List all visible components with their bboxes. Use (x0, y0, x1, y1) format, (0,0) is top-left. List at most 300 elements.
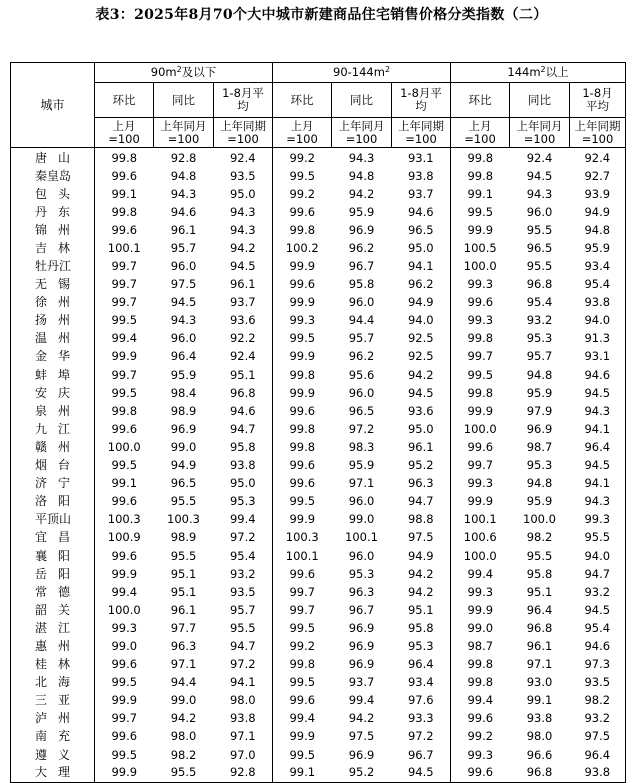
index-value: 94.5 (570, 601, 626, 619)
index-value: 94.5 (214, 257, 273, 275)
index-value: 94.2 (348, 711, 375, 726)
index-value: 96.5 (526, 240, 553, 255)
sub-header-row (11, 83, 626, 118)
index-value: 95.3 (392, 637, 451, 655)
index-value: 96.0 (170, 259, 197, 274)
index-value: 99.9 (111, 566, 138, 581)
base-header-cell: 上月=100 (95, 118, 154, 148)
index-value: 99.4 (111, 331, 138, 346)
index-value: 99.5 (289, 168, 316, 183)
sub-header-cell: 环比 (273, 83, 332, 118)
table-row (11, 746, 626, 764)
index-value: 96.3 (348, 584, 375, 599)
index-value: 96.5 (392, 221, 451, 239)
index-value: 96.7 (348, 602, 375, 617)
index-value: 95.4 (570, 276, 626, 294)
index-value: 93.7 (392, 185, 451, 203)
index-value: 95.8 (348, 277, 375, 292)
index-value: 99.6 (111, 548, 138, 563)
table-row (11, 547, 626, 565)
index-value: 98.7 (526, 439, 553, 454)
index-value: 95.9 (526, 385, 553, 400)
index-value: 95.4 (570, 619, 626, 637)
index-value: 95.9 (170, 367, 197, 382)
city-name: 温州 (11, 330, 95, 348)
city-name: 洛阳 (11, 493, 95, 511)
index-value: 94.2 (392, 565, 451, 583)
index-value: 94.6 (170, 204, 197, 219)
index-value: 95.8 (392, 619, 451, 637)
index-value: 93.8 (214, 457, 273, 475)
city-name: 蚌埠 (11, 366, 95, 384)
index-value: 99.8 (467, 657, 494, 672)
index-value: 97.6 (392, 692, 451, 710)
index-value: 94.7 (392, 493, 451, 511)
index-value: 96.8 (526, 277, 553, 292)
index-value: 100.1 (285, 548, 319, 563)
index-value: 99.9 (467, 222, 494, 237)
index-value: 99.1 (273, 764, 332, 782)
index-value: 93.5 (214, 583, 273, 601)
index-value: 94.6 (214, 402, 273, 420)
index-value: 93.8 (392, 167, 451, 185)
index-value: 94.4 (348, 313, 375, 328)
index-value: 99.8 (111, 151, 138, 165)
index-value: 100.6 (463, 530, 497, 545)
index-value: 99.7 (467, 458, 494, 473)
index-value: 99.5 (111, 747, 138, 762)
table-row (11, 764, 626, 782)
index-value: 92.5 (392, 348, 451, 366)
index-value: 99.6 (111, 657, 138, 672)
city-name: 济宁 (11, 475, 95, 493)
index-value: 97.0 (214, 746, 273, 764)
city-name: 九江 (11, 420, 95, 438)
index-value: 96.8 (214, 384, 273, 402)
index-value: 96.3 (170, 638, 197, 653)
index-value: 94.9 (170, 458, 197, 473)
sub-header-cell: 同比 (510, 83, 570, 118)
index-value: 95.6 (348, 367, 375, 382)
index-value: 100.1 (345, 530, 378, 545)
index-value: 100.3 (107, 512, 141, 527)
index-value: 99.7 (111, 711, 138, 726)
city-name: 赣州 (11, 438, 95, 456)
index-value: 96.0 (348, 385, 375, 400)
index-value: 99.6 (467, 439, 494, 454)
index-value: 95.9 (526, 494, 553, 509)
index-value: 99.5 (111, 458, 138, 473)
base-header-cell: 上月=100 (451, 118, 510, 148)
table-row (11, 366, 626, 384)
index-value: 94.3 (214, 221, 273, 239)
index-value: 100.0 (463, 421, 497, 436)
index-value: 99.5 (111, 385, 138, 400)
city-name: 宜昌 (11, 529, 95, 547)
index-value: 99.9 (467, 403, 494, 418)
index-value: 92.8 (214, 764, 273, 782)
index-value: 95.0 (392, 420, 451, 438)
index-value: 99.8 (467, 385, 494, 400)
city-name: 安庆 (11, 384, 95, 402)
index-value: 97.7 (170, 620, 197, 635)
city-name: 大理 (11, 764, 95, 782)
index-value: 99.8 (289, 421, 316, 436)
index-value: 95.7 (526, 349, 553, 364)
index-value: 99.0 (111, 638, 138, 653)
index-value: 100.3 (167, 512, 200, 527)
index-value: 95.9 (570, 239, 626, 257)
index-value: 99.4 (111, 584, 138, 599)
index-value: 99.0 (170, 693, 197, 708)
table-row (11, 257, 626, 275)
index-value: 94.3 (526, 186, 553, 201)
index-value: 96.5 (170, 476, 197, 491)
index-value: 96.0 (526, 204, 553, 219)
index-value: 99.5 (289, 675, 316, 690)
index-value: 95.0 (214, 475, 273, 493)
index-value: 94.8 (348, 168, 375, 183)
table-row (11, 185, 626, 203)
index-value: 95.5 (526, 222, 553, 237)
index-value: 99.3 (467, 277, 494, 292)
table-row (11, 710, 626, 728)
table-row (11, 457, 626, 475)
index-value: 93.7 (214, 294, 273, 312)
index-value: 99.6 (289, 693, 316, 708)
index-value: 98.2 (526, 530, 553, 545)
index-value: 96.4 (170, 349, 197, 364)
index-value: 93.8 (214, 710, 273, 728)
index-value: 99.8 (289, 222, 316, 237)
index-value: 98.9 (170, 403, 197, 418)
index-value: 96.1 (526, 638, 553, 653)
index-value: 99.4 (289, 711, 316, 726)
index-value: 96.5 (348, 403, 375, 418)
index-value: 95.9 (348, 458, 375, 473)
index-value: 99.9 (289, 729, 316, 744)
index-value: 96.9 (348, 657, 375, 672)
index-value: 98.2 (570, 692, 626, 710)
index-value: 94.6 (570, 637, 626, 655)
index-value: 94.7 (570, 565, 626, 583)
index-value: 94.3 (170, 313, 197, 328)
table-row (11, 692, 626, 710)
index-value: 94.8 (526, 476, 553, 491)
index-value: 96.1 (214, 276, 273, 294)
index-value: 93.7 (348, 675, 375, 690)
index-value: 97.1 (170, 657, 197, 672)
index-value: 92.4 (214, 148, 273, 168)
index-value: 96.8 (510, 764, 570, 782)
index-value: 95.5 (526, 259, 553, 274)
index-value: 93.2 (570, 710, 626, 728)
index-value: 99.6 (289, 403, 316, 418)
index-value: 99.5 (467, 204, 494, 219)
index-value: 99.2 (289, 186, 316, 201)
index-value: 94.6 (392, 203, 451, 221)
index-value: 100.1 (463, 512, 497, 527)
index-value: 92.7 (570, 167, 626, 185)
index-value: 92.4 (214, 348, 273, 366)
index-value: 95.1 (214, 366, 273, 384)
index-value: 93.5 (214, 167, 273, 185)
index-value: 95.3 (526, 458, 553, 473)
index-value: 99.6 (289, 204, 316, 219)
index-value: 96.9 (348, 638, 375, 653)
base-header-cell: 上年同月=100 (154, 118, 214, 148)
index-value: 100.1 (107, 240, 141, 255)
table-row (11, 475, 626, 493)
base-header-cell: 上月=100 (273, 118, 332, 148)
index-value: 95.1 (392, 601, 451, 619)
index-value: 99.8 (289, 657, 316, 672)
index-value: 97.5 (348, 729, 375, 744)
index-value: 99.9 (95, 764, 154, 782)
table-row (11, 529, 626, 547)
index-value: 99.3 (467, 747, 494, 762)
index-value: 99.3 (289, 313, 316, 328)
index-value: 93.3 (392, 710, 451, 728)
index-value: 94.6 (570, 366, 626, 384)
index-value: 97.5 (392, 529, 451, 547)
index-value: 99.8 (467, 675, 494, 690)
city-name: 北海 (11, 674, 95, 692)
index-value: 99.7 (111, 367, 138, 382)
index-value: 96.2 (392, 276, 451, 294)
sub-header-cell: 环比 (95, 83, 154, 118)
sub-header-cell: 同比 (332, 83, 392, 118)
index-value: 96.1 (392, 438, 451, 456)
city-name: 平顶山 (11, 511, 95, 529)
city-name: 金华 (11, 348, 95, 366)
index-value: 99.6 (111, 168, 138, 183)
index-value: 96.4 (570, 746, 626, 764)
index-value: 94.1 (392, 257, 451, 275)
city-name: 惠州 (11, 637, 95, 655)
table-title: 表3：2025年8月70个大中城市新建商品住宅销售价格分类指数（二） (95, 7, 548, 23)
price-index-table (10, 62, 626, 783)
index-value: 95.0 (214, 185, 273, 203)
index-value: 96.0 (170, 331, 197, 346)
index-value: 99.7 (289, 602, 316, 617)
index-value: 94.8 (170, 168, 197, 183)
city-name: 桂林 (11, 656, 95, 674)
index-value: 99.9 (111, 693, 138, 708)
city-name: 扬州 (11, 312, 95, 330)
index-value: 99.1 (467, 186, 494, 201)
index-value: 100.0 (107, 602, 141, 617)
index-value: 93.2 (570, 583, 626, 601)
index-value: 99.1 (111, 186, 138, 201)
index-value: 100.0 (523, 512, 556, 527)
index-value: 93.5 (570, 674, 626, 692)
index-value: 99.1 (111, 476, 138, 491)
city-name: 唐山 (11, 148, 95, 168)
index-value: 98.0 (526, 729, 553, 744)
index-value: 95.1 (526, 584, 553, 599)
index-value: 94.3 (570, 402, 626, 420)
index-value: 95.2 (332, 764, 392, 782)
index-value: 99.5 (467, 367, 494, 382)
group-header-small: $90m^2$及以下 (95, 63, 273, 83)
index-value: 96.7 (348, 259, 375, 274)
index-value: 99.6 (467, 711, 494, 726)
index-value: 95.5 (154, 764, 214, 782)
index-value: 97.1 (348, 476, 375, 491)
index-value: 99.7 (111, 295, 138, 310)
index-value: 95.3 (526, 331, 553, 346)
index-value: 93.6 (392, 402, 451, 420)
index-value: 97.2 (214, 529, 273, 547)
index-value: 99.8 (467, 151, 494, 165)
index-value: 96.9 (170, 421, 197, 436)
index-value: 99.8 (467, 331, 494, 346)
table-row (11, 276, 626, 294)
index-value: 98.4 (170, 385, 197, 400)
city-name: 湛江 (11, 619, 95, 637)
index-value: 92.5 (392, 330, 451, 348)
index-value: 99.2 (289, 151, 316, 165)
index-value: 96.9 (526, 421, 553, 436)
base-header-cell: 上年同期=100 (214, 118, 273, 148)
index-value: 96.3 (392, 475, 451, 493)
table-row (11, 728, 626, 746)
index-value: 98.8 (392, 511, 451, 529)
index-value: 96.2 (348, 349, 375, 364)
index-value: 95.8 (214, 438, 273, 456)
index-value: 94.2 (392, 366, 451, 384)
index-value: 94.1 (214, 674, 273, 692)
index-value: 99.9 (467, 494, 494, 509)
sub-header-cell: 1-8月平均 (392, 83, 451, 118)
index-value: 96.4 (392, 656, 451, 674)
city-name: 南充 (11, 728, 95, 746)
table-row (11, 402, 626, 420)
index-value: 98.0 (170, 729, 197, 744)
index-value: 99.7 (289, 584, 316, 599)
index-value: 98.0 (214, 692, 273, 710)
index-value: 94.2 (170, 711, 197, 726)
table-row (11, 330, 626, 348)
index-value: 99.8 (111, 204, 138, 219)
index-value: 99.3 (570, 511, 626, 529)
city-name: 牡丹江 (11, 257, 95, 275)
index-value: 99.9 (467, 602, 494, 617)
index-value: 99.6 (111, 729, 138, 744)
index-value: 94.8 (526, 367, 553, 382)
index-value: 96.9 (348, 747, 375, 762)
index-value: 99.9 (289, 512, 316, 527)
index-value: 95.8 (526, 566, 553, 581)
index-value: 93.0 (526, 675, 553, 690)
index-value: 96.6 (526, 747, 553, 762)
index-value: 95.7 (214, 601, 273, 619)
table-row (11, 601, 626, 619)
index-value: 95.0 (392, 239, 451, 257)
city-column-header: 城市 (11, 63, 95, 148)
base-header-cell: 上年同期=100 (392, 118, 451, 148)
index-value: 95.1 (170, 584, 197, 599)
index-value: 94.1 (570, 420, 626, 438)
table-row (11, 384, 626, 402)
index-value: 94.8 (570, 221, 626, 239)
index-value: 99.5 (289, 494, 316, 509)
index-value: 94.5 (392, 384, 451, 402)
table-row (11, 583, 626, 601)
table-row (11, 148, 626, 168)
table-row (11, 203, 626, 221)
group-header-large: $144m^2$以上 (451, 63, 626, 83)
index-value: 93.2 (214, 565, 273, 583)
city-name: 襄阳 (11, 547, 95, 565)
index-value: 99.4 (214, 511, 273, 529)
index-value: 99.5 (289, 747, 316, 762)
index-value: 94.2 (392, 583, 451, 601)
index-value: 100.0 (463, 259, 497, 274)
index-value: 99.9 (289, 349, 316, 364)
index-value: 99.6 (111, 494, 138, 509)
table-row (11, 438, 626, 456)
index-value: 99.6 (111, 222, 138, 237)
table-row (11, 239, 626, 257)
index-value: 99.3 (467, 313, 494, 328)
index-value: 99.0 (170, 439, 197, 454)
index-value: 93.4 (392, 674, 451, 692)
city-name: 徐州 (11, 294, 95, 312)
index-value: 99.0 (467, 620, 494, 635)
index-value: 97.1 (526, 657, 553, 672)
index-value: 99.2 (289, 638, 316, 653)
index-value: 93.6 (214, 312, 273, 330)
index-value: 96.8 (526, 620, 553, 635)
index-value: 98.7 (467, 638, 494, 653)
index-value: 97.2 (348, 421, 375, 436)
index-value: 96.4 (570, 438, 626, 456)
index-value: 95.7 (170, 240, 197, 255)
index-value: 94.9 (570, 203, 626, 221)
city-name: 三亚 (11, 692, 95, 710)
index-value: 99.7 (111, 277, 138, 292)
city-name: 秦皇岛 (11, 167, 95, 185)
index-value: 99.8 (289, 367, 316, 382)
index-value: 94.4 (170, 675, 197, 690)
table-row (11, 619, 626, 637)
index-value: 99.6 (111, 421, 138, 436)
index-value: 98.2 (170, 747, 197, 762)
index-value: 99.8 (111, 403, 138, 418)
table-row (11, 511, 626, 529)
index-value: 99.5 (289, 620, 316, 635)
index-value: 97.1 (214, 728, 273, 746)
index-value: 97.5 (170, 277, 197, 292)
city-name: 泸州 (11, 710, 95, 728)
index-value: 99.3 (467, 584, 494, 599)
index-value: 94.7 (214, 637, 273, 655)
index-value: 97.3 (570, 656, 626, 674)
index-value: 99.6 (451, 764, 510, 782)
index-value: 99.5 (111, 675, 138, 690)
index-value: 94.1 (570, 475, 626, 493)
index-value: 92.4 (570, 148, 626, 168)
sub-header-cell: 同比 (154, 83, 214, 118)
index-value: 94.7 (214, 420, 273, 438)
index-value: 97.9 (526, 403, 553, 418)
base-header-row (11, 118, 626, 148)
index-value: 94.2 (348, 186, 375, 201)
city-name: 常德 (11, 583, 95, 601)
index-value: 96.0 (348, 494, 375, 509)
